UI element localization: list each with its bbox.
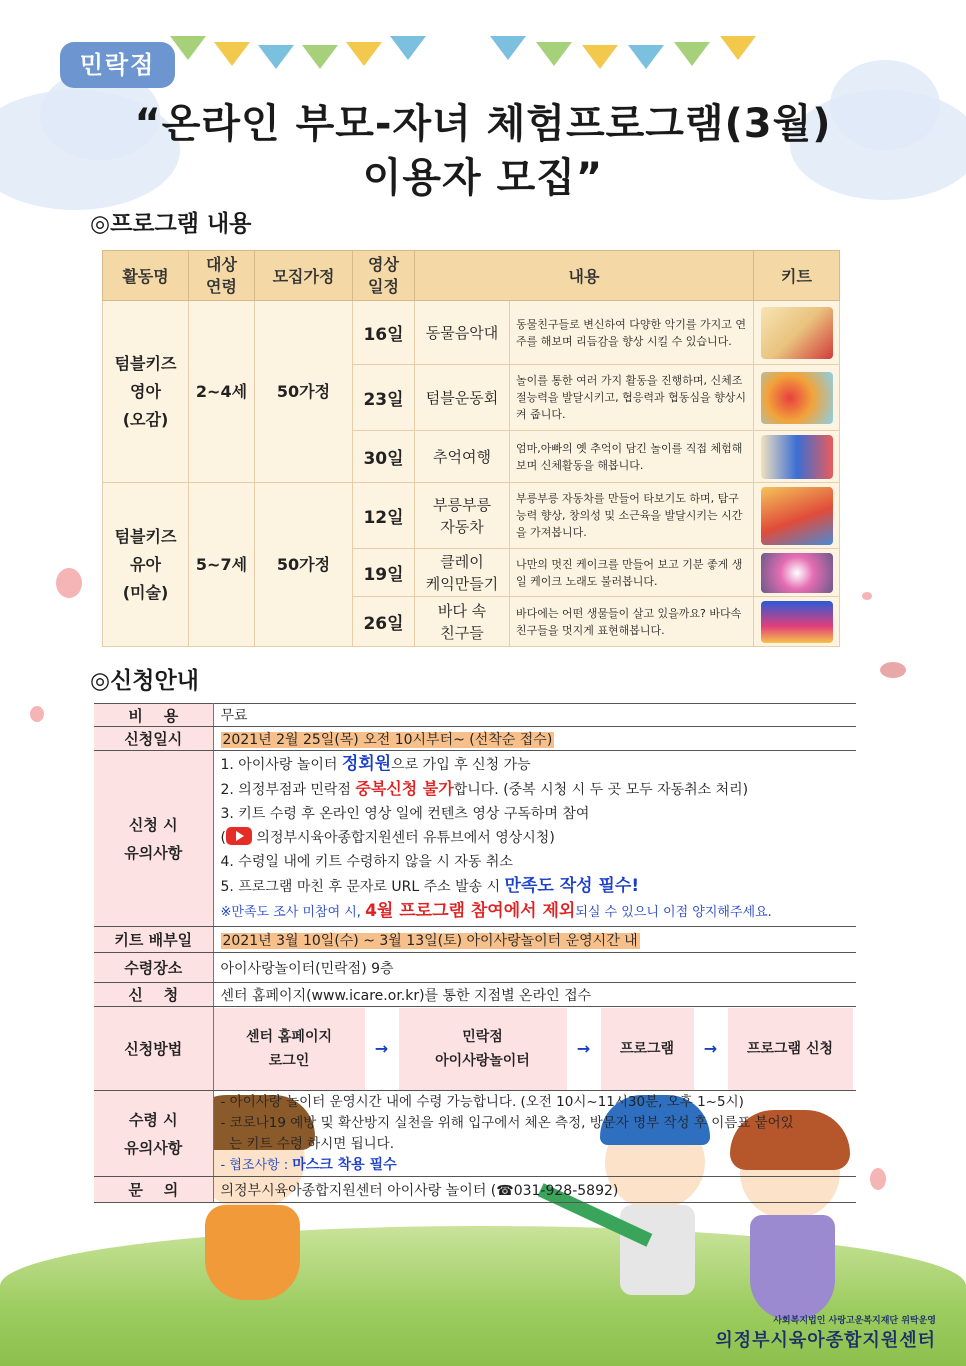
- header-schedule: 영상 일정: [353, 251, 415, 301]
- section-title-apply: ◎신청안내: [90, 668, 199, 694]
- group-subtitle: 영아: [130, 381, 161, 401]
- group-type: (오감): [122, 409, 169, 429]
- balloon-dot: [870, 1168, 886, 1190]
- note-1-emphasis: 정회원: [341, 754, 392, 774]
- info-row-place: [94, 953, 856, 983]
- schedule-day: 19일: [353, 549, 415, 597]
- schedule-day: 16일: [353, 301, 415, 365]
- value-method: [213, 1007, 856, 1091]
- pickup-note-1: - 아이사랑 놀이터 운영시간 내에 수령 가능합니다. (오전 10시~11시30분, 오후 1~5시): [220, 1093, 744, 1110]
- flow-step-program: 프로그램: [601, 1008, 694, 1090]
- page-title-line1: “온라인 부모-자녀 체험프로그램(3월): [134, 101, 832, 147]
- program-table: [102, 250, 840, 647]
- section-title-program: ◎프로그램 내용: [90, 211, 252, 237]
- group-families: 50가정: [255, 483, 353, 647]
- balloon-dot: [56, 568, 82, 598]
- note-3: 3. 키트 수령 후 온라인 영상 일에 컨텐츠 영상 구독하며 참여: [220, 806, 590, 822]
- note-5-emphasis: 만족도 작성 필수!: [504, 876, 640, 896]
- note-1: 1. 아이사랑 놀이터 정회원으로 가입 후 신청 가능: [220, 754, 531, 774]
- footer-logo: [715, 1313, 936, 1352]
- schedule-day: 12일: [353, 483, 415, 549]
- header-age: 대상 연령: [189, 251, 255, 301]
- group-title: 텀블키즈: [114, 526, 177, 546]
- program-name: 부릉부릉 자동차: [415, 483, 510, 549]
- label-kit-date: 키트 배부일: [94, 927, 213, 953]
- kit-image: [754, 301, 840, 365]
- note-6: ※만족도 조사 미참여 시, 4월 프로그램 참여에서 제외되실 수 있으니 이점 양지해주세요.: [220, 901, 772, 921]
- label-notes-line1: 신청 시: [128, 815, 178, 834]
- value-contact: 의정부시육아종합지원센터 아이사랑 놀이터 (☎031-928-5892): [213, 1177, 856, 1203]
- pickup-note-3: 는 키트 수령 하시면 됩니다.: [220, 1135, 394, 1152]
- info-row-fee: [94, 704, 856, 727]
- schedule-day: 30일: [353, 431, 415, 483]
- pickup-note-4-emphasis: 마스크 착용 필수: [292, 1156, 397, 1173]
- kit-image: [754, 431, 840, 483]
- arrow-right-icon: →: [374, 1039, 389, 1058]
- note-6-emphasis: 4월 프로그램 참여에서 제외: [365, 901, 576, 921]
- value-apply: 센터 홈페이지(www.icare.or.kr)를 통한 지점별 온라인 접수: [213, 983, 856, 1007]
- kit-image: [754, 549, 840, 597]
- kit-image: [754, 597, 840, 647]
- flow-step-apply: 프로그램 신청: [728, 1008, 853, 1090]
- label-contact: 문 의: [94, 1177, 213, 1203]
- group-age: 2~4세: [189, 301, 255, 483]
- kit-date-highlight: 2021년 3월 10일(수) ~ 3월 13일(토) 아이사랑놀이터 운영시간 내: [222, 932, 638, 949]
- program-name: 텀블운동회: [415, 365, 510, 431]
- info-row-apply: [94, 983, 856, 1007]
- info-row-contact: [94, 1177, 856, 1203]
- branch-badge: 민락점: [60, 42, 175, 88]
- info-row-date: [94, 727, 856, 751]
- label-pickup-line1: 수령 시: [128, 1110, 178, 1129]
- info-row-notes: [94, 751, 856, 927]
- table-row: [103, 483, 840, 549]
- footer-org-name: 의정부시육아종합지원센터: [715, 1330, 936, 1351]
- label-apply: 신 청: [94, 983, 213, 1007]
- header-families: 모집가정: [255, 251, 353, 301]
- kit-image: [754, 365, 840, 431]
- group-name-child: [103, 483, 189, 647]
- group-title: 텀블키즈: [114, 353, 177, 373]
- note-3-youtube: ( 의정부시육아종합지원센터 유튜브에서 영상시청): [221, 826, 857, 850]
- table-row: [103, 301, 840, 365]
- info-row-method: [94, 1007, 856, 1091]
- label-pickup: [94, 1091, 213, 1177]
- program-desc: 바다에는 어떤 생물들이 살고 있을까요? 바다속 친구들을 멋지게 표현해봅니다.: [510, 597, 754, 647]
- value-place: 아이사랑놀이터(민락점) 9층: [213, 953, 856, 983]
- program-name: 클레이 케익만들기: [415, 549, 510, 597]
- note-5: 5. 프로그램 마친 후 문자로 URL 주소 발송 시 만족도 작성 필수!: [220, 876, 640, 896]
- schedule-day: 23일: [353, 365, 415, 431]
- flow-step-login: 센터 홈페이지 로그인: [214, 1008, 365, 1090]
- group-families: 50가정: [255, 301, 353, 483]
- schedule-day: 26일: [353, 597, 415, 647]
- balloon-dot: [30, 706, 44, 722]
- bunting-left: [170, 36, 430, 66]
- arrow-right-icon: →: [703, 1039, 718, 1058]
- page-title-line2: 이용자 모집”: [362, 155, 604, 201]
- apply-date-highlight: 2021년 2월 25일(목) 오전 10시부터~ (선착순 접수): [222, 731, 553, 748]
- value-kit-date: [213, 927, 856, 953]
- arrow-right-icon: →: [576, 1039, 591, 1058]
- program-name: 추억여행: [415, 431, 510, 483]
- flow-step-branch: 민락점 아이사랑놀이터: [399, 1008, 567, 1090]
- balloon-dot: [880, 662, 906, 678]
- value-fee: 무료: [213, 704, 856, 727]
- header-content: 내용: [415, 251, 754, 301]
- pickup-note-4: - 협조사항 : 마스크 착용 필수: [220, 1156, 397, 1173]
- value-apply-date: [213, 727, 856, 751]
- value-notes: [213, 751, 856, 927]
- program-desc: 엄마,아빠의 옛 추억이 담긴 놀이를 직접 체험해보며 신체활동을 해봅니다.: [510, 431, 754, 483]
- label-notes-line2: 유의사항: [124, 843, 183, 862]
- header-activity: 활동명: [103, 251, 189, 301]
- program-desc: 부릉부릉 자동차를 만들어 타보기도 하며, 탐구능력 향상, 창의성 및 소근육을 발달시키는 시간을 가져봅니다.: [510, 483, 754, 549]
- group-name-infant: [103, 301, 189, 483]
- program-desc: 나만의 멋진 케이크를 만들어 보고 기분 좋게 생일 케이크 노래도 불러봅니다.: [510, 549, 754, 597]
- program-name: 동물음악대: [415, 301, 510, 365]
- program-table-header: [103, 251, 840, 301]
- footer-operator: 사회복지법인 사랑고운복지재단 위탁운영: [773, 1316, 936, 1326]
- value-pickup: [213, 1091, 856, 1177]
- balloon-dot: [862, 592, 872, 600]
- apply-flow: [214, 1008, 857, 1090]
- group-subtitle: 유아: [130, 554, 161, 574]
- label-fee: 비 용: [94, 704, 213, 727]
- youtube-icon: [226, 827, 252, 845]
- pickup-note-2: - 코로나19 예방 및 확산방지 실천을 위해 입구에서 체온 측정, 방문자 명부 작성 후 이름표 붙어있: [220, 1114, 794, 1131]
- group-age: 5~7세: [189, 483, 255, 647]
- note-2-emphasis: 중복신청 불가: [355, 779, 454, 798]
- label-method: 신청방법: [94, 1007, 213, 1091]
- label-pickup-line2: 유의사항: [124, 1138, 183, 1157]
- note-4: 4. 수령일 내에 키트 수령하지 않을 시 자동 취소: [220, 854, 513, 870]
- header-kit: 키트: [754, 251, 840, 301]
- info-row-kit-date: [94, 927, 856, 953]
- program-name: 바다 속 친구들: [415, 597, 510, 647]
- label-place: 수령장소: [94, 953, 213, 983]
- application-info-table: [94, 703, 856, 1203]
- label-notes: [94, 751, 213, 927]
- bunting-right: [490, 36, 790, 66]
- note-2: 2. 의정부점과 민락점 중복신청 불가합니다. (중복 시청 시 두 곳 모두 자동취소 처리): [220, 779, 749, 798]
- kit-image: [754, 483, 840, 549]
- group-type: (미술): [122, 582, 169, 602]
- info-row-pickup: [94, 1091, 856, 1177]
- program-desc: 놀이를 통한 여러 가지 활동을 진행하며, 신체조절능력을 발달시키고, 협응력과 협동심을 향상시켜 줍니다.: [510, 365, 754, 431]
- label-apply-date: 신청일시: [94, 727, 213, 751]
- program-desc: 동물친구들로 변신하여 다양한 악기를 가지고 연주를 해보며 리듬감을 향상 시킬 수 있습니다.: [510, 301, 754, 365]
